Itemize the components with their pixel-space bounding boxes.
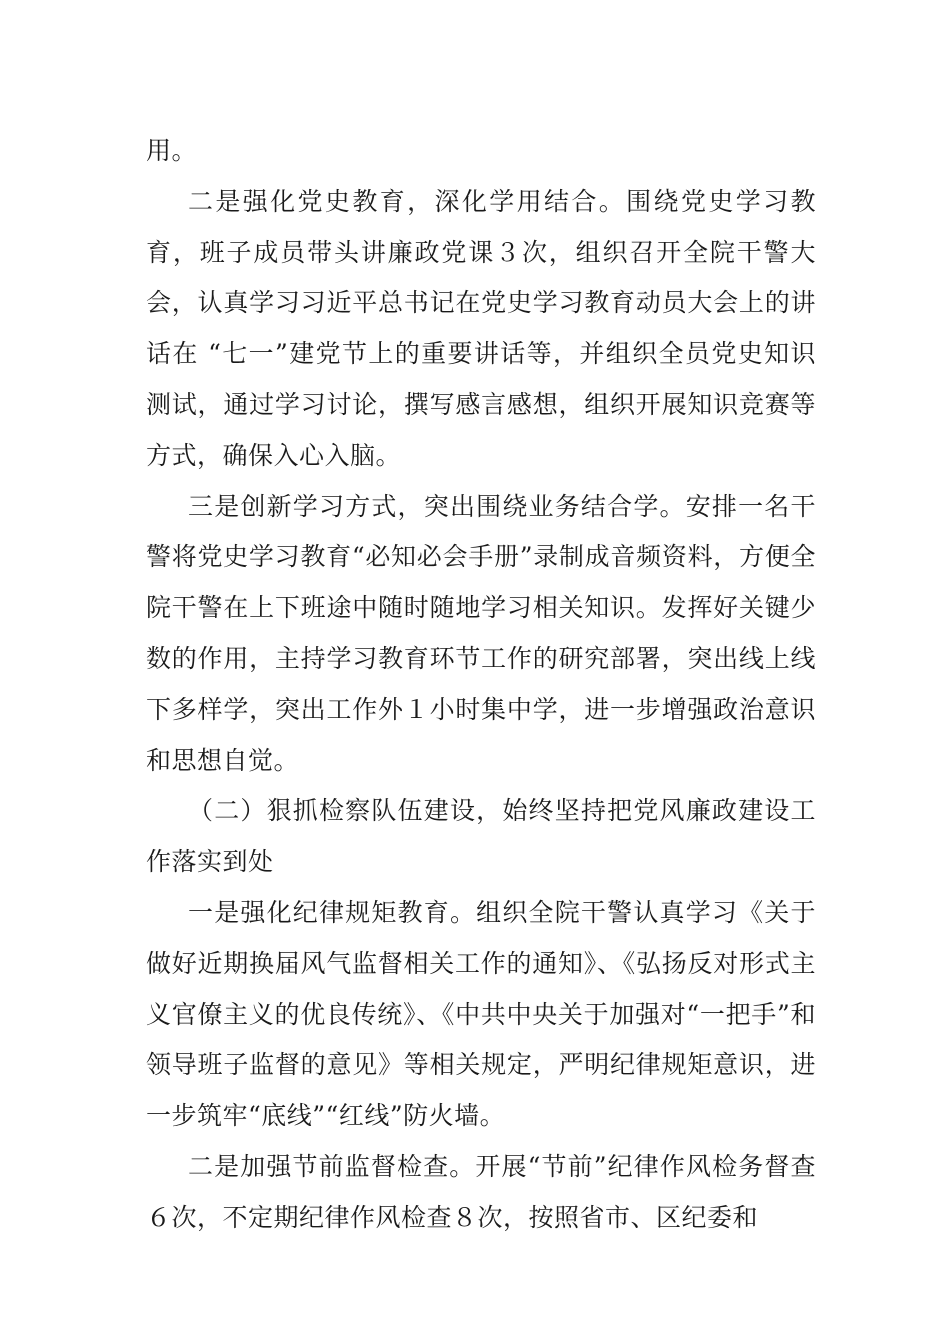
section-heading: （二）狠抓检察队伍建设，始终坚持把党风廉政建设工作落实到处 <box>146 796 816 877</box>
paragraph-party-history-education: 二是强化党史教育，深化学用结合。围绕党史学习教育，班子成员带头讲廉政党课３次，组织召开全院干警大会，认真学习习近平总书记在党史学习教育动员大会上的讲话在 “七一”建党节上的重要讲话等，并组织全员党史知识测试，通过学习讨论，撰写感言感想，组织开展知识竞赛等方式，确保入心入脑。 <box>146 186 816 470</box>
paragraph-discipline-education: 一是强化纪律规矩教育。组织全院干警认真学习《关于做好近期换届风气监督相关工作的通知》、《弘扬反对形式主义官僚主义的优良传统》、《中共中央关于加强对“一把手”和领导班子监督的意见》等相关规定，严明纪律规矩意识，进一步筑牢“底线”“红线”防火墙。 <box>146 897 816 1131</box>
document-body <box>146 126 816 1244</box>
paragraph-holiday-inspection: 二是加强节前监督检查。开展“节前”纪律作风检务督查６次，不定期纪律作风检查８次，按照省市、区纪委和 <box>146 1151 816 1232</box>
paragraph-continued: 用。 <box>146 136 198 165</box>
paragraph-learning-methods: 三是创新学习方式，突出围绕业务结合学。安排一名干警将党史学习教育“必知必会手册”录制成音频资料，方便全院干警在上下班途中随时随地学习相关知识。发挥好关键少数的作用，主持学习教育环节工作的研究部署，突出线上线下多样学，突出工作外１小时集中学，进一步增强政治意识和思想自觉。 <box>146 491 816 775</box>
